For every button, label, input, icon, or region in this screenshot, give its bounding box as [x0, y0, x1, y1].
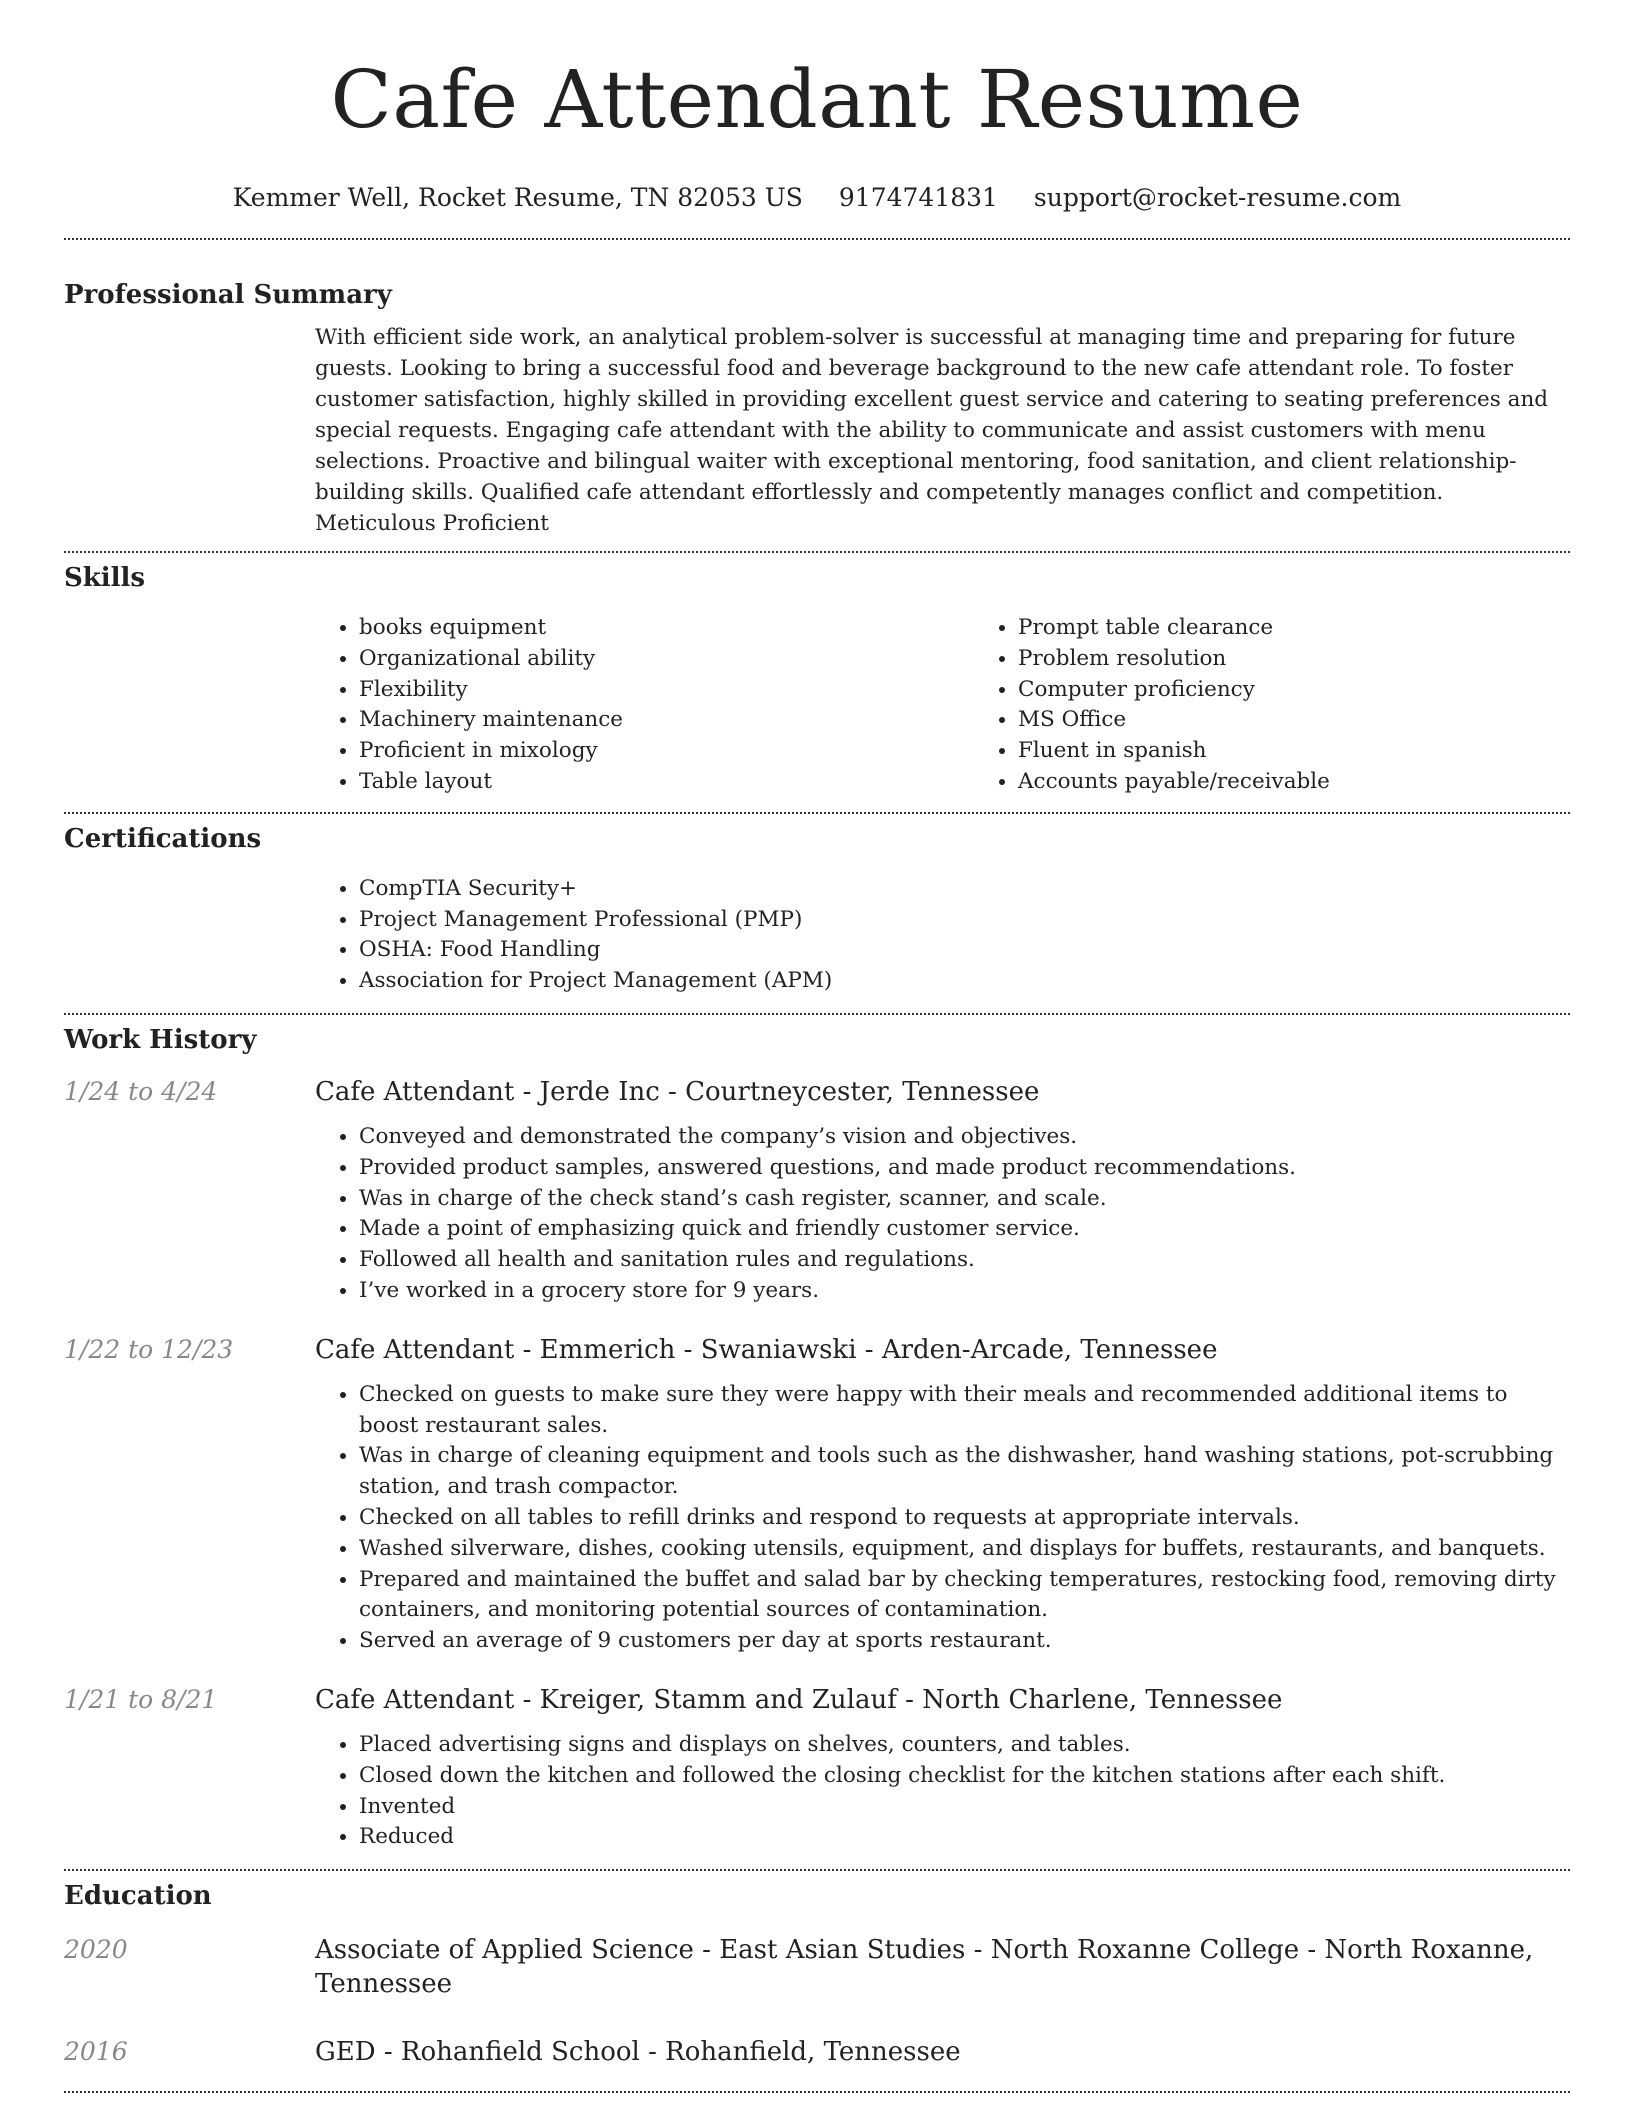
list-item: • Prepared and maintained the buffet and salad bar by checking temperatures, restocking food, removing dirty containers, and monitoring potential sources of contamination.	[359, 1565, 1570, 1627]
section-heading-skills: Skills	[64, 563, 146, 593]
list-item: • Was in charge of cleaning equipment and tools such as the dishwasher, hand washing stations, pot-scrubbing station, and trash compactor.	[359, 1441, 1570, 1503]
job-dates: 1/24 to 4/24	[64, 1076, 218, 1106]
resume-title: Cafe Attendant Resume	[330, 53, 1304, 146]
list-item: • Machinery maintenance	[359, 705, 974, 736]
list-item: • Association for Project Management (APM)	[359, 966, 1570, 997]
list-item: • Checked on guests to make sure they were happy with their meals and recommended additional items to boost restaurant sales.	[359, 1380, 1570, 1442]
contact-email: support@rocket-resume.com	[1033, 183, 1402, 212]
section-heading-work: Work History	[64, 1024, 257, 1055]
list-item: • OSHA: Food Handling	[359, 935, 1570, 966]
list-item: • Computer proficiency	[1018, 675, 1632, 706]
job-entry	[64, 1333, 1570, 1657]
job-entry	[64, 1683, 1570, 1853]
list-item: • Invented	[359, 1792, 1570, 1823]
divider	[64, 1869, 1570, 1871]
list-item: • Made a point of emphasizing quick and friendly customer service.	[359, 1214, 1570, 1245]
list-item: • MS Office	[1018, 705, 1632, 736]
resume-page	[64, 0, 1570, 2093]
contact-address: Kemmer Well, Rocket Resume, TN 82053 US	[232, 183, 803, 212]
list-item: • books equipment	[359, 613, 974, 644]
list-item: • Proficient in mixology	[359, 736, 974, 767]
job-bullets	[315, 1380, 1570, 1657]
list-item: • Flexibility	[359, 675, 974, 706]
section-heading-certifications: Certifications	[64, 823, 262, 854]
contact-line	[64, 182, 1570, 214]
job-entry	[64, 1075, 1570, 1307]
skills-list-left	[315, 613, 974, 798]
divider	[64, 238, 1570, 240]
skills-list-right	[974, 613, 1632, 798]
list-item: • Placed advertising signs and displays on shelves, counters, and tables.	[359, 1730, 1570, 1761]
list-item: • Served an average of 9 customers per day at sports restaurant.	[359, 1626, 1570, 1657]
divider	[64, 2091, 1570, 2093]
list-item: • Organizational ability	[359, 644, 974, 675]
list-item: • I’ve worked in a grocery store for 9 years.	[359, 1276, 1570, 1307]
summary-text: With efficient side work, an analytical problem-solver is successful at managing time and preparing for future guests. Looking to bring a successful food and beverage background to the new cafe attendant role. To foster customer satisfaction, highly skilled in providing excellent guest service and catering to seating preferences and special requests. Engaging cafe attendant with the ability to communicate and assist customers with menu selections. Proactive and bilingual waiter with exceptional mentoring, food sanitation, and client relationship-building skills. Qualified cafe attendant effortlessly and competently manages conflict and competition. Meticulous Proficient	[315, 325, 1549, 536]
certifications-list	[315, 874, 1570, 997]
section-heading-education: Education	[64, 1881, 212, 1912]
job-title: Cafe Attendant - Jerde Inc - Courtneycester, Tennessee	[315, 1076, 1040, 1107]
list-item: • Closed down the kitchen and followed the closing checklist for the kitchen stations after each shift.	[359, 1761, 1570, 1792]
work-history-list	[64, 1075, 1570, 1853]
list-item: • Followed all health and sanitation rules and regulations.	[359, 1245, 1570, 1276]
list-item: • Fluent in spanish	[1018, 736, 1632, 767]
list-item: • CompTIA Security+	[359, 874, 1570, 905]
job-bullets	[315, 1122, 1570, 1307]
list-item: • Table layout	[359, 767, 974, 798]
list-item: • Prompt table clearance	[1018, 613, 1632, 644]
job-bullets	[315, 1730, 1570, 1853]
education-entry	[64, 2035, 1570, 2069]
job-dates: 1/22 to 12/23	[64, 1334, 234, 1364]
education-title: Associate of Applied Science - East Asian Studies - North Roxanne College - North Roxanne, Tennessee	[315, 1935, 1534, 2000]
section-heading-summary: Professional Summary	[64, 280, 392, 310]
education-year: 2020	[64, 1935, 128, 1965]
list-item: • Washed silverware, dishes, cooking utensils, equipment, and displays for buffets, restaurants, and banquets.	[359, 1534, 1570, 1565]
certifications-row	[64, 874, 1570, 997]
list-item: • Provided product samples, answered questions, and made product recommendations.	[359, 1153, 1570, 1184]
summary-row	[64, 322, 1570, 539]
education-year: 2016	[64, 2037, 128, 2067]
list-item: • Problem resolution	[1018, 644, 1632, 675]
divider	[64, 551, 1570, 553]
list-item: • Accounts payable/receivable	[1018, 767, 1632, 798]
education-list	[64, 1933, 1570, 2069]
job-title: Cafe Attendant - Kreiger, Stamm and Zulauf - North Charlene, Tennessee	[315, 1684, 1283, 1715]
education-entry	[64, 1933, 1570, 2001]
education-title: GED - Rohanfield School - Rohanfield, Tennessee	[315, 2037, 961, 2068]
divider	[64, 1013, 1570, 1015]
job-title: Cafe Attendant - Emmerich - Swaniawski - Arden-Arcade, Tennessee	[315, 1334, 1218, 1365]
contact-phone: 9174741831	[838, 183, 998, 212]
list-item: • Was in charge of the check stand’s cash register, scanner, and scale.	[359, 1184, 1570, 1215]
job-dates: 1/21 to 8/21	[64, 1684, 218, 1714]
skills-grid	[315, 613, 1632, 798]
divider	[64, 812, 1570, 814]
list-item: • Conveyed and demonstrated the company’s vision and objectives.	[359, 1122, 1570, 1153]
list-item: • Reduced	[359, 1822, 1570, 1853]
list-item: • Project Management Professional (PMP)	[359, 905, 1570, 936]
list-item: • Checked on all tables to refill drinks and respond to requests at appropriate intervals.	[359, 1503, 1570, 1534]
skills-row	[64, 613, 1570, 798]
